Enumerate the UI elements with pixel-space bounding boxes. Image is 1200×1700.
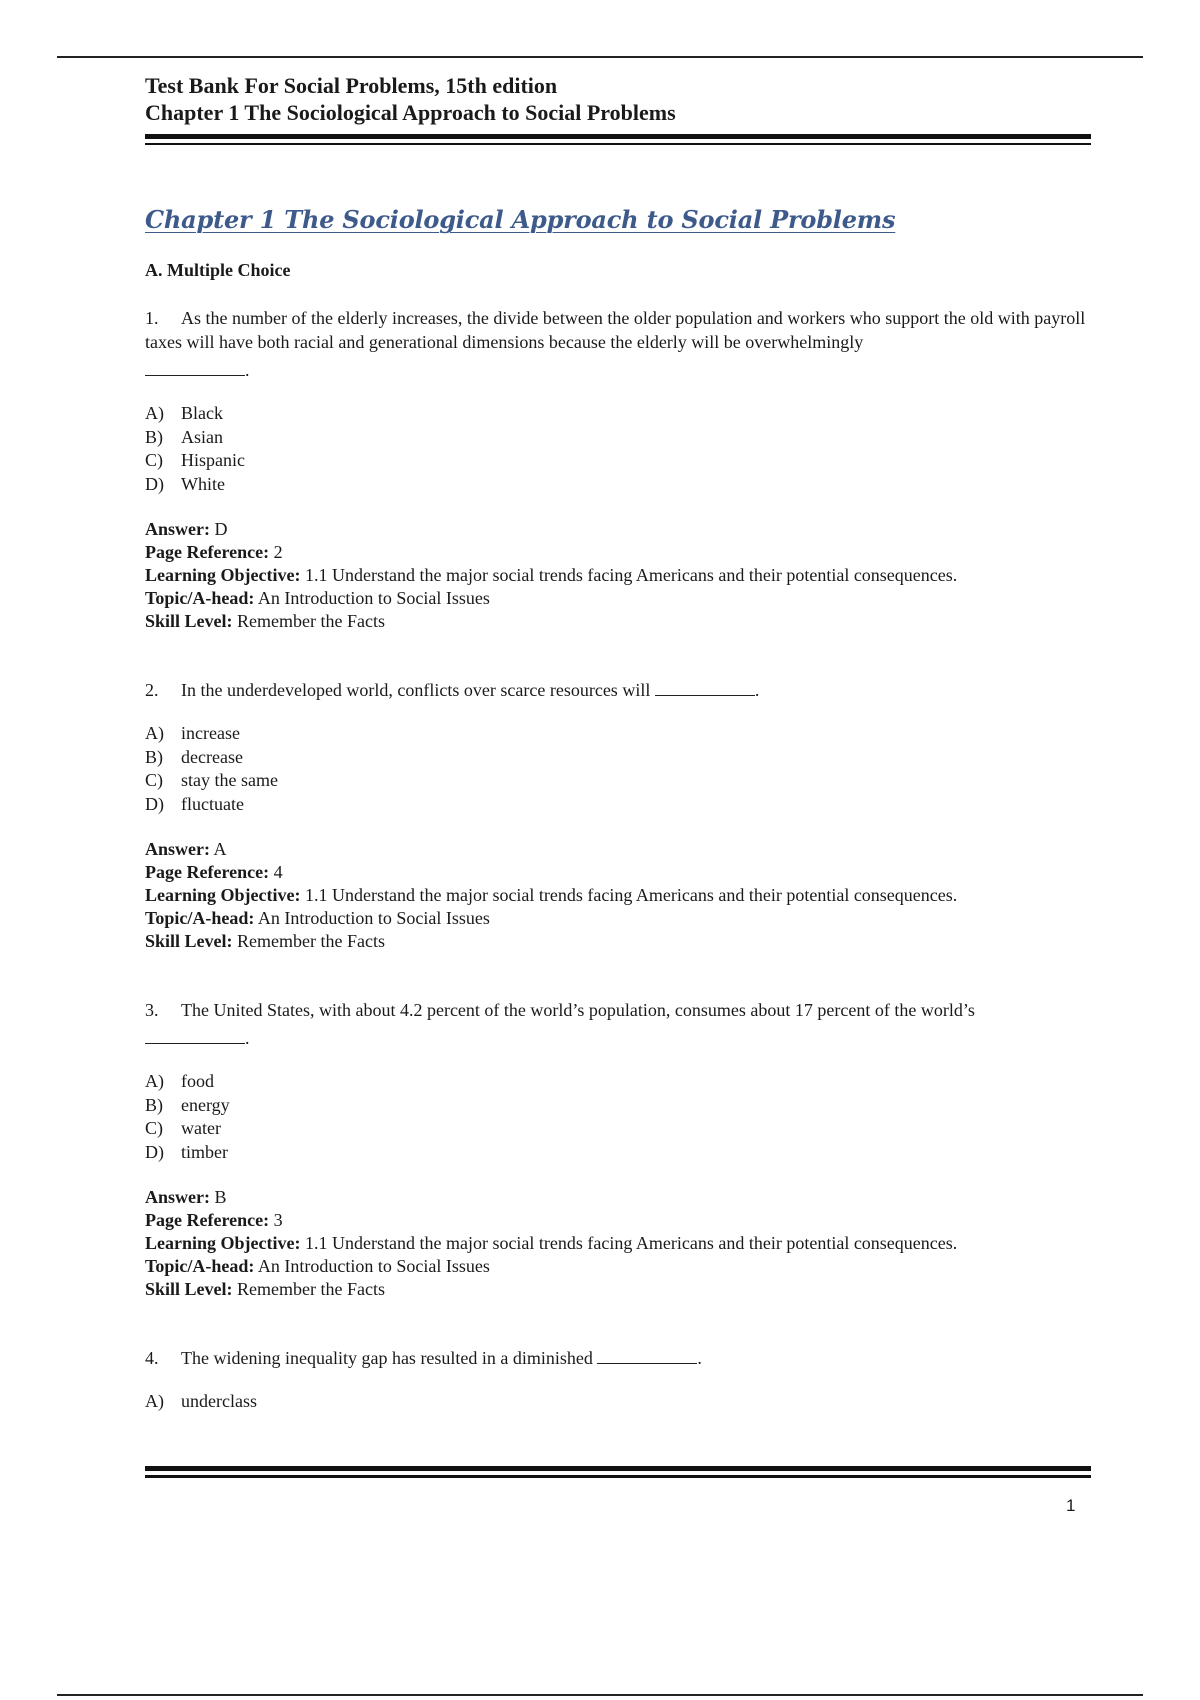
question-2-number: 2. — [145, 680, 159, 700]
option-letter: B) — [145, 426, 163, 447]
page-reference-value: 3 — [273, 1210, 283, 1230]
option-text: stay the same — [181, 770, 278, 790]
learning-objective-value: 1.1 Understand the major social trends facing Americans and their potential consequences. — [304, 885, 958, 905]
question-1-meta — [145, 518, 1091, 633]
answer-value: A — [213, 839, 227, 859]
answer-value: B — [214, 1187, 227, 1207]
option-text: fluctuate — [181, 793, 244, 814]
skill-level-line — [145, 610, 1091, 633]
option-text: Hispanic — [181, 450, 245, 470]
page-reference-value: 4 — [273, 862, 283, 882]
topic-value: An Introduction to Social Issues — [257, 588, 490, 608]
option-row — [145, 402, 1091, 426]
option-text: Asian — [181, 426, 223, 447]
question-4 — [145, 1346, 1091, 1370]
question-1-options — [145, 402, 1091, 496]
option-text: decrease — [181, 746, 243, 767]
topic-line — [145, 1255, 1091, 1278]
option-row — [145, 769, 1091, 793]
option-letter: A) — [145, 1391, 164, 1411]
question-4-text: 4. The widening inequality gap has resulted in a diminished . — [145, 1348, 702, 1368]
skill-level-value: Remember the Facts — [237, 611, 385, 631]
option-text: Black — [181, 403, 223, 423]
header-chapter-title: Chapter 1 The Sociological Approach to Social Problems — [145, 100, 676, 125]
question-4-options — [145, 1390, 1091, 1414]
skill-level-label: Skill Level: — [145, 611, 233, 631]
option-letter: D) — [145, 1141, 164, 1162]
option-row — [145, 473, 1091, 497]
option-row — [145, 426, 1091, 450]
page-reference-label: Page Reference: — [145, 862, 270, 882]
option-row — [145, 746, 1091, 770]
option-row — [145, 1070, 1091, 1094]
option-letter: C) — [145, 1118, 163, 1138]
question-1-text — [145, 306, 1091, 354]
option-letter: B) — [145, 1094, 163, 1115]
topic-label: Topic/A-head: — [145, 908, 255, 928]
question-4-stem: The widening inequality gap has resulted in a diminished — [181, 1348, 593, 1368]
page-reference-label: Page Reference: — [145, 542, 270, 562]
skill-level-label: Skill Level: — [145, 1279, 233, 1299]
topic-value: An Introduction to Social Issues — [257, 1256, 490, 1276]
option-row — [145, 1390, 1091, 1414]
skill-level-value: Remember the Facts — [237, 1279, 385, 1299]
question-1 — [145, 306, 1091, 382]
page-reference-value: 2 — [273, 542, 283, 562]
option-row — [145, 722, 1091, 746]
learning-objective-label: Learning Objective: — [145, 1233, 301, 1253]
option-text: increase — [181, 723, 240, 743]
learning-objective-label: Learning Objective: — [145, 885, 301, 905]
learning-objective-line — [145, 564, 1091, 587]
option-letter: A) — [145, 723, 164, 743]
page-reference-label: Page Reference: — [145, 1210, 270, 1230]
skill-level-line — [145, 930, 1091, 953]
section-label: A. Multiple Choice — [145, 260, 291, 280]
question-3 — [145, 998, 1091, 1050]
option-letter: A) — [145, 403, 164, 423]
question-2-meta — [145, 838, 1091, 953]
header-book-title: Test Bank For Social Problems, 15th edition — [145, 73, 558, 98]
option-text: White — [181, 473, 225, 494]
chapter-heading: Chapter 1 The Sociological Approach to Social Problems — [145, 205, 896, 234]
option-text: underclass — [181, 1391, 257, 1411]
question-1-number: 1. — [145, 308, 159, 328]
question-3-meta — [145, 1186, 1091, 1301]
topic-label: Topic/A-head: — [145, 588, 255, 608]
answer-blank — [145, 360, 245, 376]
question-3-text — [145, 998, 1091, 1022]
option-text: timber — [181, 1141, 228, 1162]
option-row — [145, 793, 1091, 817]
option-letter: D) — [145, 473, 164, 494]
answer-line — [145, 838, 1091, 861]
question-2-stem: In the underdeveloped world, conflicts over scarce resources will — [181, 680, 651, 700]
skill-level-line — [145, 1278, 1091, 1301]
question-3-options — [145, 1070, 1091, 1164]
question-2-text: 2. In the underdeveloped world, conflicts over scarce resources will . — [145, 680, 760, 700]
topic-label: Topic/A-head: — [145, 1256, 255, 1276]
learning-objective-value: 1.1 Understand the major social trends facing Americans and their potential consequences. — [304, 565, 958, 585]
skill-level-value: Remember the Facts — [237, 931, 385, 951]
document-page — [145, 72, 1091, 1414]
page-top-rule — [57, 56, 1143, 58]
answer-label: Answer: — [145, 519, 210, 539]
option-letter: A) — [145, 1071, 164, 1091]
question-1-blank-line: . — [145, 358, 1091, 382]
option-letter: D) — [145, 793, 164, 814]
learning-objective-label: Learning Objective: — [145, 565, 301, 585]
learning-objective-value: 1.1 Understand the major social trends facing Americans and their potential consequences. — [304, 1233, 958, 1253]
option-text: water — [181, 1118, 221, 1138]
page-reference-line — [145, 541, 1091, 564]
page-bottom-rule — [57, 1694, 1143, 1696]
option-row — [145, 1094, 1091, 1118]
option-text: energy — [181, 1094, 230, 1115]
page-reference-line — [145, 861, 1091, 884]
answer-label: Answer: — [145, 1187, 210, 1207]
question-3-blank-line: . — [145, 1026, 1091, 1050]
topic-line — [145, 907, 1091, 930]
question-3-stem: The United States, with about 4.2 percent of the world’s population, consumes about 17 percent of the world’s — [181, 1000, 975, 1020]
topic-line — [145, 587, 1091, 610]
option-row — [145, 1141, 1091, 1165]
answer-line — [145, 518, 1091, 541]
footer-double-rule — [145, 1466, 1091, 1478]
answer-blank — [597, 1348, 697, 1364]
question-3-number: 3. — [145, 1000, 159, 1020]
answer-blank — [655, 680, 755, 696]
page-reference-line — [145, 1209, 1091, 1232]
learning-objective-line — [145, 884, 1091, 907]
option-row — [145, 449, 1091, 473]
question-1-stem: As the number of the elderly increases, the divide between the older population and workers who support the old with payroll taxes will have both racial and generational dimensions because the elderly will be overwhelmingly — [145, 308, 1086, 352]
question-4-number: 4. — [145, 1348, 159, 1368]
learning-objective-line — [145, 1232, 1091, 1255]
answer-label: Answer: — [145, 839, 210, 859]
option-letter: B) — [145, 746, 163, 767]
question-2-options — [145, 722, 1091, 816]
answer-line — [145, 1186, 1091, 1209]
option-row — [145, 1117, 1091, 1141]
page-number: 1 — [1066, 1496, 1076, 1515]
option-letter: C) — [145, 450, 163, 470]
answer-blank — [145, 1028, 245, 1044]
skill-level-label: Skill Level: — [145, 931, 233, 951]
topic-value: An Introduction to Social Issues — [257, 908, 490, 928]
option-text: food — [181, 1071, 214, 1091]
option-letter: C) — [145, 770, 163, 790]
answer-value: D — [214, 519, 228, 539]
header-double-rule — [145, 134, 1091, 145]
question-2 — [145, 678, 1091, 702]
